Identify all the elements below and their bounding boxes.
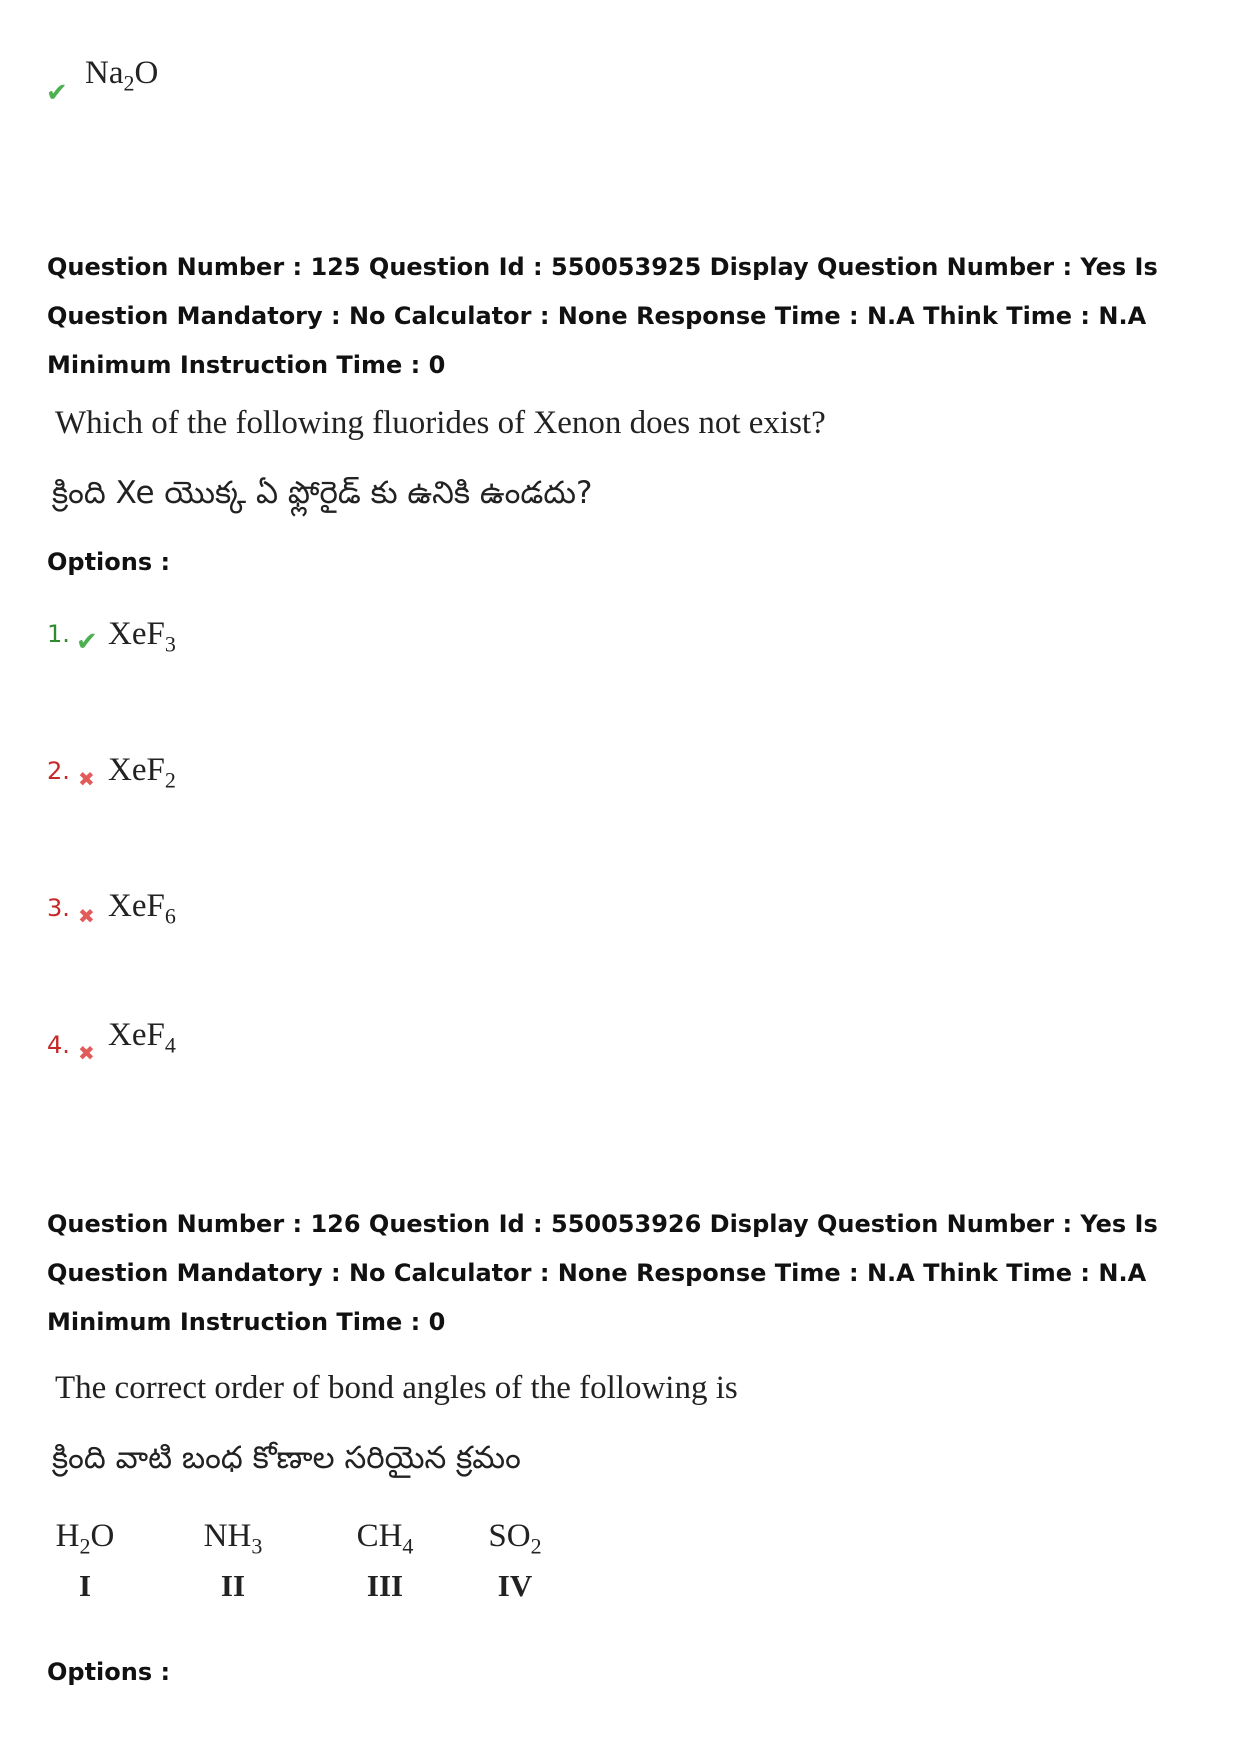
cross-icon: ✖	[78, 904, 95, 928]
compound-formula: $NH_3$	[203, 1518, 263, 1559]
option-1[interactable]	[47, 620, 70, 648]
option-4-formula: XeF$_4$	[108, 1017, 176, 1058]
option-2-formula: XeF$_2$	[108, 752, 176, 793]
options-label-125: Options :	[47, 548, 171, 576]
option-1-formula: XeF$_3$	[108, 616, 176, 657]
option-3[interactable]	[47, 894, 70, 922]
check-icon: ✔	[76, 627, 98, 657]
question-meta-125: Question Number : 125 Question Id : 550053925 Display Question Number : Yes Is Question Mandatory : No Calculator : None Response Time : N.A Think Time : N.A Minimum Instruction Time : 0	[47, 253, 1158, 379]
cross-icon: ✖	[78, 1041, 95, 1065]
question-text-en-126: The correct order of bond angles of the following is	[55, 1370, 738, 1406]
compound-formula: $SO_2$	[488, 1518, 542, 1559]
check-icon: ✔	[46, 78, 68, 108]
question-text-te-125: క్రింది Xe యొక్క ఏ ఫ్లోరైడ్ కు ఉనికి ఉండదు?	[52, 475, 593, 511]
compound-formula: $H_2O$	[55, 1518, 115, 1559]
option-number: 1.	[47, 620, 70, 648]
option-2[interactable]	[47, 757, 70, 785]
compound-column	[178, 1518, 288, 1604]
option-number: 2.	[47, 757, 70, 785]
question-meta-126: Question Number : 126 Question Id : 550053926 Display Question Number : Yes Is Question Mandatory : No Calculator : None Response Time : N.A Think Time : N.A Minimum Instruction Time : 0	[47, 1210, 1158, 1336]
cross-icon: ✖	[78, 767, 95, 791]
question-text-te-126: క్రింది వాటి బంధ కోణాల సరియైన క్రమం	[52, 1440, 521, 1476]
question-text-en-125: Which of the following fluorides of Xenon does not exist?	[55, 405, 826, 441]
prev-option-formula: $Na_2O$	[85, 55, 159, 96]
compound-roman: II	[220, 1567, 246, 1603]
compound-formula: $CH_4$	[356, 1518, 414, 1559]
compound-column	[460, 1518, 570, 1604]
compound-column	[330, 1518, 440, 1604]
option-3-formula: XeF$_6$	[108, 888, 176, 929]
compound-roman: III	[366, 1567, 404, 1603]
options-label-126: Options :	[47, 1658, 171, 1686]
compound-roman: IV	[497, 1567, 533, 1603]
option-number: 3.	[47, 894, 70, 922]
compound-roman: I	[78, 1567, 92, 1603]
compound-column	[30, 1518, 140, 1604]
option-4[interactable]	[47, 1031, 70, 1059]
option-number: 4.	[47, 1031, 70, 1059]
